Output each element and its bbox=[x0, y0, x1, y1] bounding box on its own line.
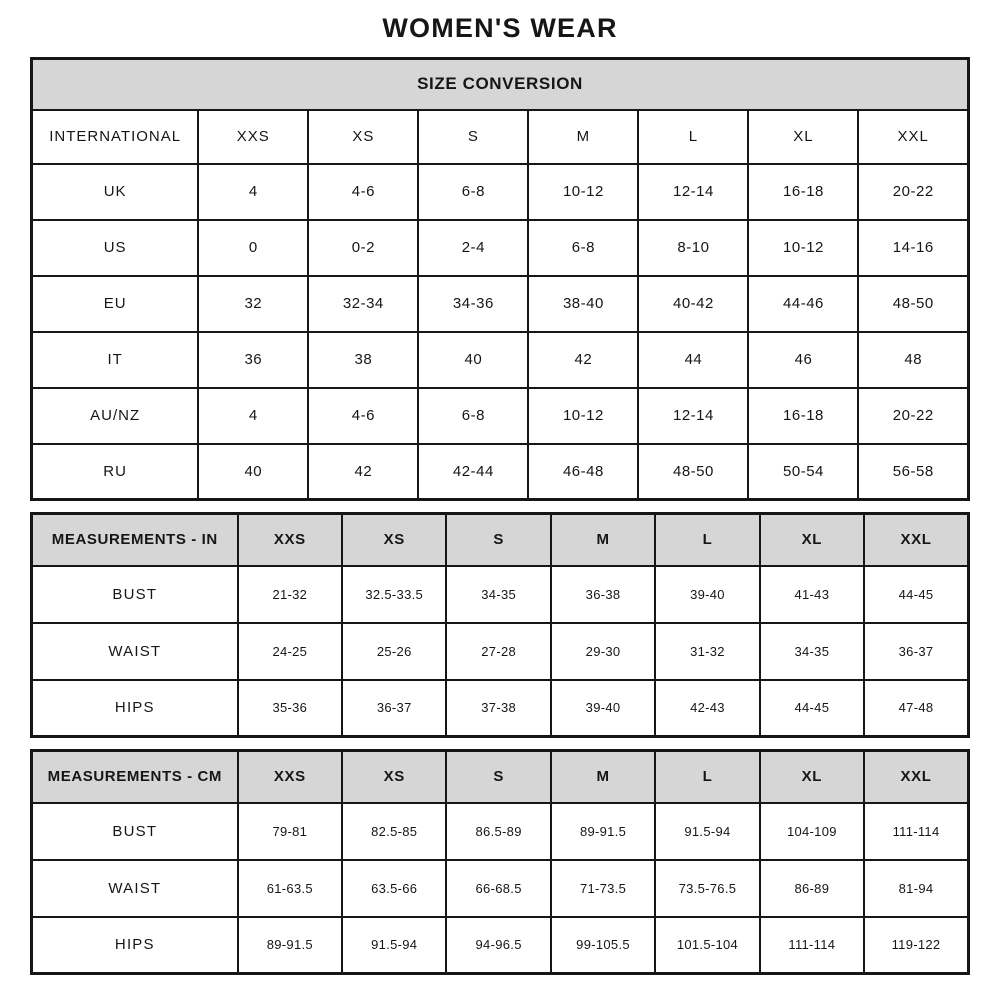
column-header-row bbox=[32, 751, 969, 803]
column-header-row bbox=[32, 110, 969, 164]
column-header-xl: XL bbox=[760, 751, 864, 803]
column-header-xs: XS bbox=[342, 514, 446, 566]
size-value-cell: 44-45 bbox=[864, 566, 968, 623]
size-value-cell: 32.5-33.5 bbox=[342, 566, 446, 623]
size-value-cell: 73.5-76.5 bbox=[655, 860, 759, 917]
column-header-s: S bbox=[446, 751, 550, 803]
size-value-cell: 40 bbox=[198, 444, 308, 500]
size-value-cell: 32-34 bbox=[308, 276, 418, 332]
table-row bbox=[32, 860, 969, 917]
size-value-cell: 36-38 bbox=[551, 566, 655, 623]
measurements-in-header: MEASUREMENTS - IN bbox=[32, 514, 238, 566]
column-header-row bbox=[32, 514, 969, 566]
size-value-cell: 10-12 bbox=[528, 164, 638, 220]
column-header-xxs: XXS bbox=[198, 110, 308, 164]
size-value-cell: 10-12 bbox=[528, 388, 638, 444]
table-row bbox=[32, 388, 969, 444]
column-header-s: S bbox=[418, 110, 528, 164]
size-value-cell: 42-43 bbox=[655, 680, 759, 737]
size-value-cell: 6-8 bbox=[418, 388, 528, 444]
size-value-cell: 104-109 bbox=[760, 803, 864, 860]
size-value-cell: 111-114 bbox=[760, 917, 864, 974]
size-value-cell: 12-14 bbox=[638, 164, 748, 220]
column-header-xxs: XXS bbox=[238, 514, 342, 566]
column-header-m: M bbox=[551, 514, 655, 566]
size-value-cell: 71-73.5 bbox=[551, 860, 655, 917]
size-value-cell: 48-50 bbox=[858, 276, 968, 332]
size-value-cell: 16-18 bbox=[748, 388, 858, 444]
size-value-cell: 10-12 bbox=[748, 220, 858, 276]
size-value-cell: 63.5-66 bbox=[342, 860, 446, 917]
size-value-cell: 0 bbox=[198, 220, 308, 276]
size-value-cell: 4-6 bbox=[308, 164, 418, 220]
size-value-cell: 35-36 bbox=[238, 680, 342, 737]
size-value-cell: 29-30 bbox=[551, 623, 655, 680]
row-label: WAIST bbox=[32, 860, 238, 917]
column-header-l: L bbox=[655, 751, 759, 803]
column-header-xl: XL bbox=[760, 514, 864, 566]
size-value-cell: 6-8 bbox=[528, 220, 638, 276]
size-value-cell: 36-37 bbox=[342, 680, 446, 737]
size-value-cell: 6-8 bbox=[418, 164, 528, 220]
size-value-cell: 46 bbox=[748, 332, 858, 388]
measurements-cm-header: MEASUREMENTS - CM bbox=[32, 751, 238, 803]
size-conversion-header: SIZE CONVERSION bbox=[32, 59, 969, 110]
size-value-cell: 99-105.5 bbox=[551, 917, 655, 974]
row-label: IT bbox=[32, 332, 199, 388]
size-value-cell: 16-18 bbox=[748, 164, 858, 220]
size-value-cell: 86.5-89 bbox=[446, 803, 550, 860]
size-value-cell: 34-35 bbox=[446, 566, 550, 623]
row-label: BUST bbox=[32, 566, 238, 623]
size-value-cell: 46-48 bbox=[528, 444, 638, 500]
table-row bbox=[32, 917, 969, 974]
size-value-cell: 39-40 bbox=[551, 680, 655, 737]
size-value-cell: 42 bbox=[308, 444, 418, 500]
row-label: HIPS bbox=[32, 917, 238, 974]
size-value-cell: 21-32 bbox=[238, 566, 342, 623]
column-header-m: M bbox=[551, 751, 655, 803]
size-value-cell: 42-44 bbox=[418, 444, 528, 500]
measurements-in-table bbox=[30, 512, 970, 738]
size-value-cell: 4-6 bbox=[308, 388, 418, 444]
size-value-cell: 12-14 bbox=[638, 388, 748, 444]
column-header-l: L bbox=[655, 514, 759, 566]
size-conversion-table bbox=[30, 57, 970, 501]
size-value-cell: 2-4 bbox=[418, 220, 528, 276]
row-label: WAIST bbox=[32, 623, 238, 680]
table-row bbox=[32, 623, 969, 680]
size-value-cell: 44-45 bbox=[760, 680, 864, 737]
table-row bbox=[32, 680, 969, 737]
size-value-cell: 50-54 bbox=[748, 444, 858, 500]
column-header-xxl: XXL bbox=[864, 514, 968, 566]
measurements-cm-table bbox=[30, 749, 970, 975]
size-value-cell: 40 bbox=[418, 332, 528, 388]
column-header-xxl: XXL bbox=[864, 751, 968, 803]
column-header-xl: XL bbox=[748, 110, 858, 164]
size-value-cell: 39-40 bbox=[655, 566, 759, 623]
size-value-cell: 38-40 bbox=[528, 276, 638, 332]
size-value-cell: 48-50 bbox=[638, 444, 748, 500]
size-value-cell: 8-10 bbox=[638, 220, 748, 276]
size-value-cell: 44-46 bbox=[748, 276, 858, 332]
column-header-m: M bbox=[528, 110, 638, 164]
table-banner-row bbox=[32, 59, 969, 110]
table-row bbox=[32, 444, 969, 500]
table-row bbox=[32, 332, 969, 388]
size-value-cell: 37-38 bbox=[446, 680, 550, 737]
table-row bbox=[32, 566, 969, 623]
row-label: US bbox=[32, 220, 199, 276]
size-value-cell: 91.5-94 bbox=[655, 803, 759, 860]
table-row bbox=[32, 164, 969, 220]
row-label: AU/NZ bbox=[32, 388, 199, 444]
size-value-cell: 82.5-85 bbox=[342, 803, 446, 860]
size-value-cell: 0-2 bbox=[308, 220, 418, 276]
size-value-cell: 42 bbox=[528, 332, 638, 388]
size-value-cell: 34-35 bbox=[760, 623, 864, 680]
column-header-l: L bbox=[638, 110, 748, 164]
size-value-cell: 27-28 bbox=[446, 623, 550, 680]
table-row bbox=[32, 276, 969, 332]
page-title: WOMEN'S WEAR bbox=[382, 13, 618, 43]
column-header-xs: XS bbox=[308, 110, 418, 164]
size-value-cell: 40-42 bbox=[638, 276, 748, 332]
row-label: RU bbox=[32, 444, 199, 500]
table-row bbox=[32, 220, 969, 276]
size-value-cell: 119-122 bbox=[864, 917, 968, 974]
size-value-cell: 89-91.5 bbox=[238, 917, 342, 974]
size-value-cell: 48 bbox=[858, 332, 968, 388]
size-value-cell: 38 bbox=[308, 332, 418, 388]
column-header-xs: XS bbox=[342, 751, 446, 803]
size-value-cell: 4 bbox=[198, 164, 308, 220]
row-label: UK bbox=[32, 164, 199, 220]
size-value-cell: 79-81 bbox=[238, 803, 342, 860]
size-value-cell: 24-25 bbox=[238, 623, 342, 680]
size-value-cell: 36-37 bbox=[864, 623, 968, 680]
size-value-cell: 94-96.5 bbox=[446, 917, 550, 974]
row-label: EU bbox=[32, 276, 199, 332]
size-value-cell: 56-58 bbox=[858, 444, 968, 500]
size-value-cell: 66-68.5 bbox=[446, 860, 550, 917]
size-value-cell: 41-43 bbox=[760, 566, 864, 623]
table-row bbox=[32, 803, 969, 860]
size-value-cell: 89-91.5 bbox=[551, 803, 655, 860]
size-value-cell: 81-94 bbox=[864, 860, 968, 917]
column-header-international: INTERNATIONAL bbox=[32, 110, 199, 164]
size-value-cell: 14-16 bbox=[858, 220, 968, 276]
size-value-cell: 47-48 bbox=[864, 680, 968, 737]
size-value-cell: 25-26 bbox=[342, 623, 446, 680]
size-value-cell: 36 bbox=[198, 332, 308, 388]
row-label: HIPS bbox=[32, 680, 238, 737]
size-value-cell: 31-32 bbox=[655, 623, 759, 680]
row-label: BUST bbox=[32, 803, 238, 860]
size-value-cell: 44 bbox=[638, 332, 748, 388]
size-value-cell: 91.5-94 bbox=[342, 917, 446, 974]
size-value-cell: 111-114 bbox=[864, 803, 968, 860]
size-value-cell: 101.5-104 bbox=[655, 917, 759, 974]
size-value-cell: 86-89 bbox=[760, 860, 864, 917]
column-header-xxs: XXS bbox=[238, 751, 342, 803]
size-value-cell: 4 bbox=[198, 388, 308, 444]
size-value-cell: 61-63.5 bbox=[238, 860, 342, 917]
size-value-cell: 34-36 bbox=[418, 276, 528, 332]
column-header-s: S bbox=[446, 514, 550, 566]
column-header-xxl: XXL bbox=[858, 110, 968, 164]
size-value-cell: 20-22 bbox=[858, 388, 968, 444]
size-value-cell: 20-22 bbox=[858, 164, 968, 220]
size-value-cell: 32 bbox=[198, 276, 308, 332]
